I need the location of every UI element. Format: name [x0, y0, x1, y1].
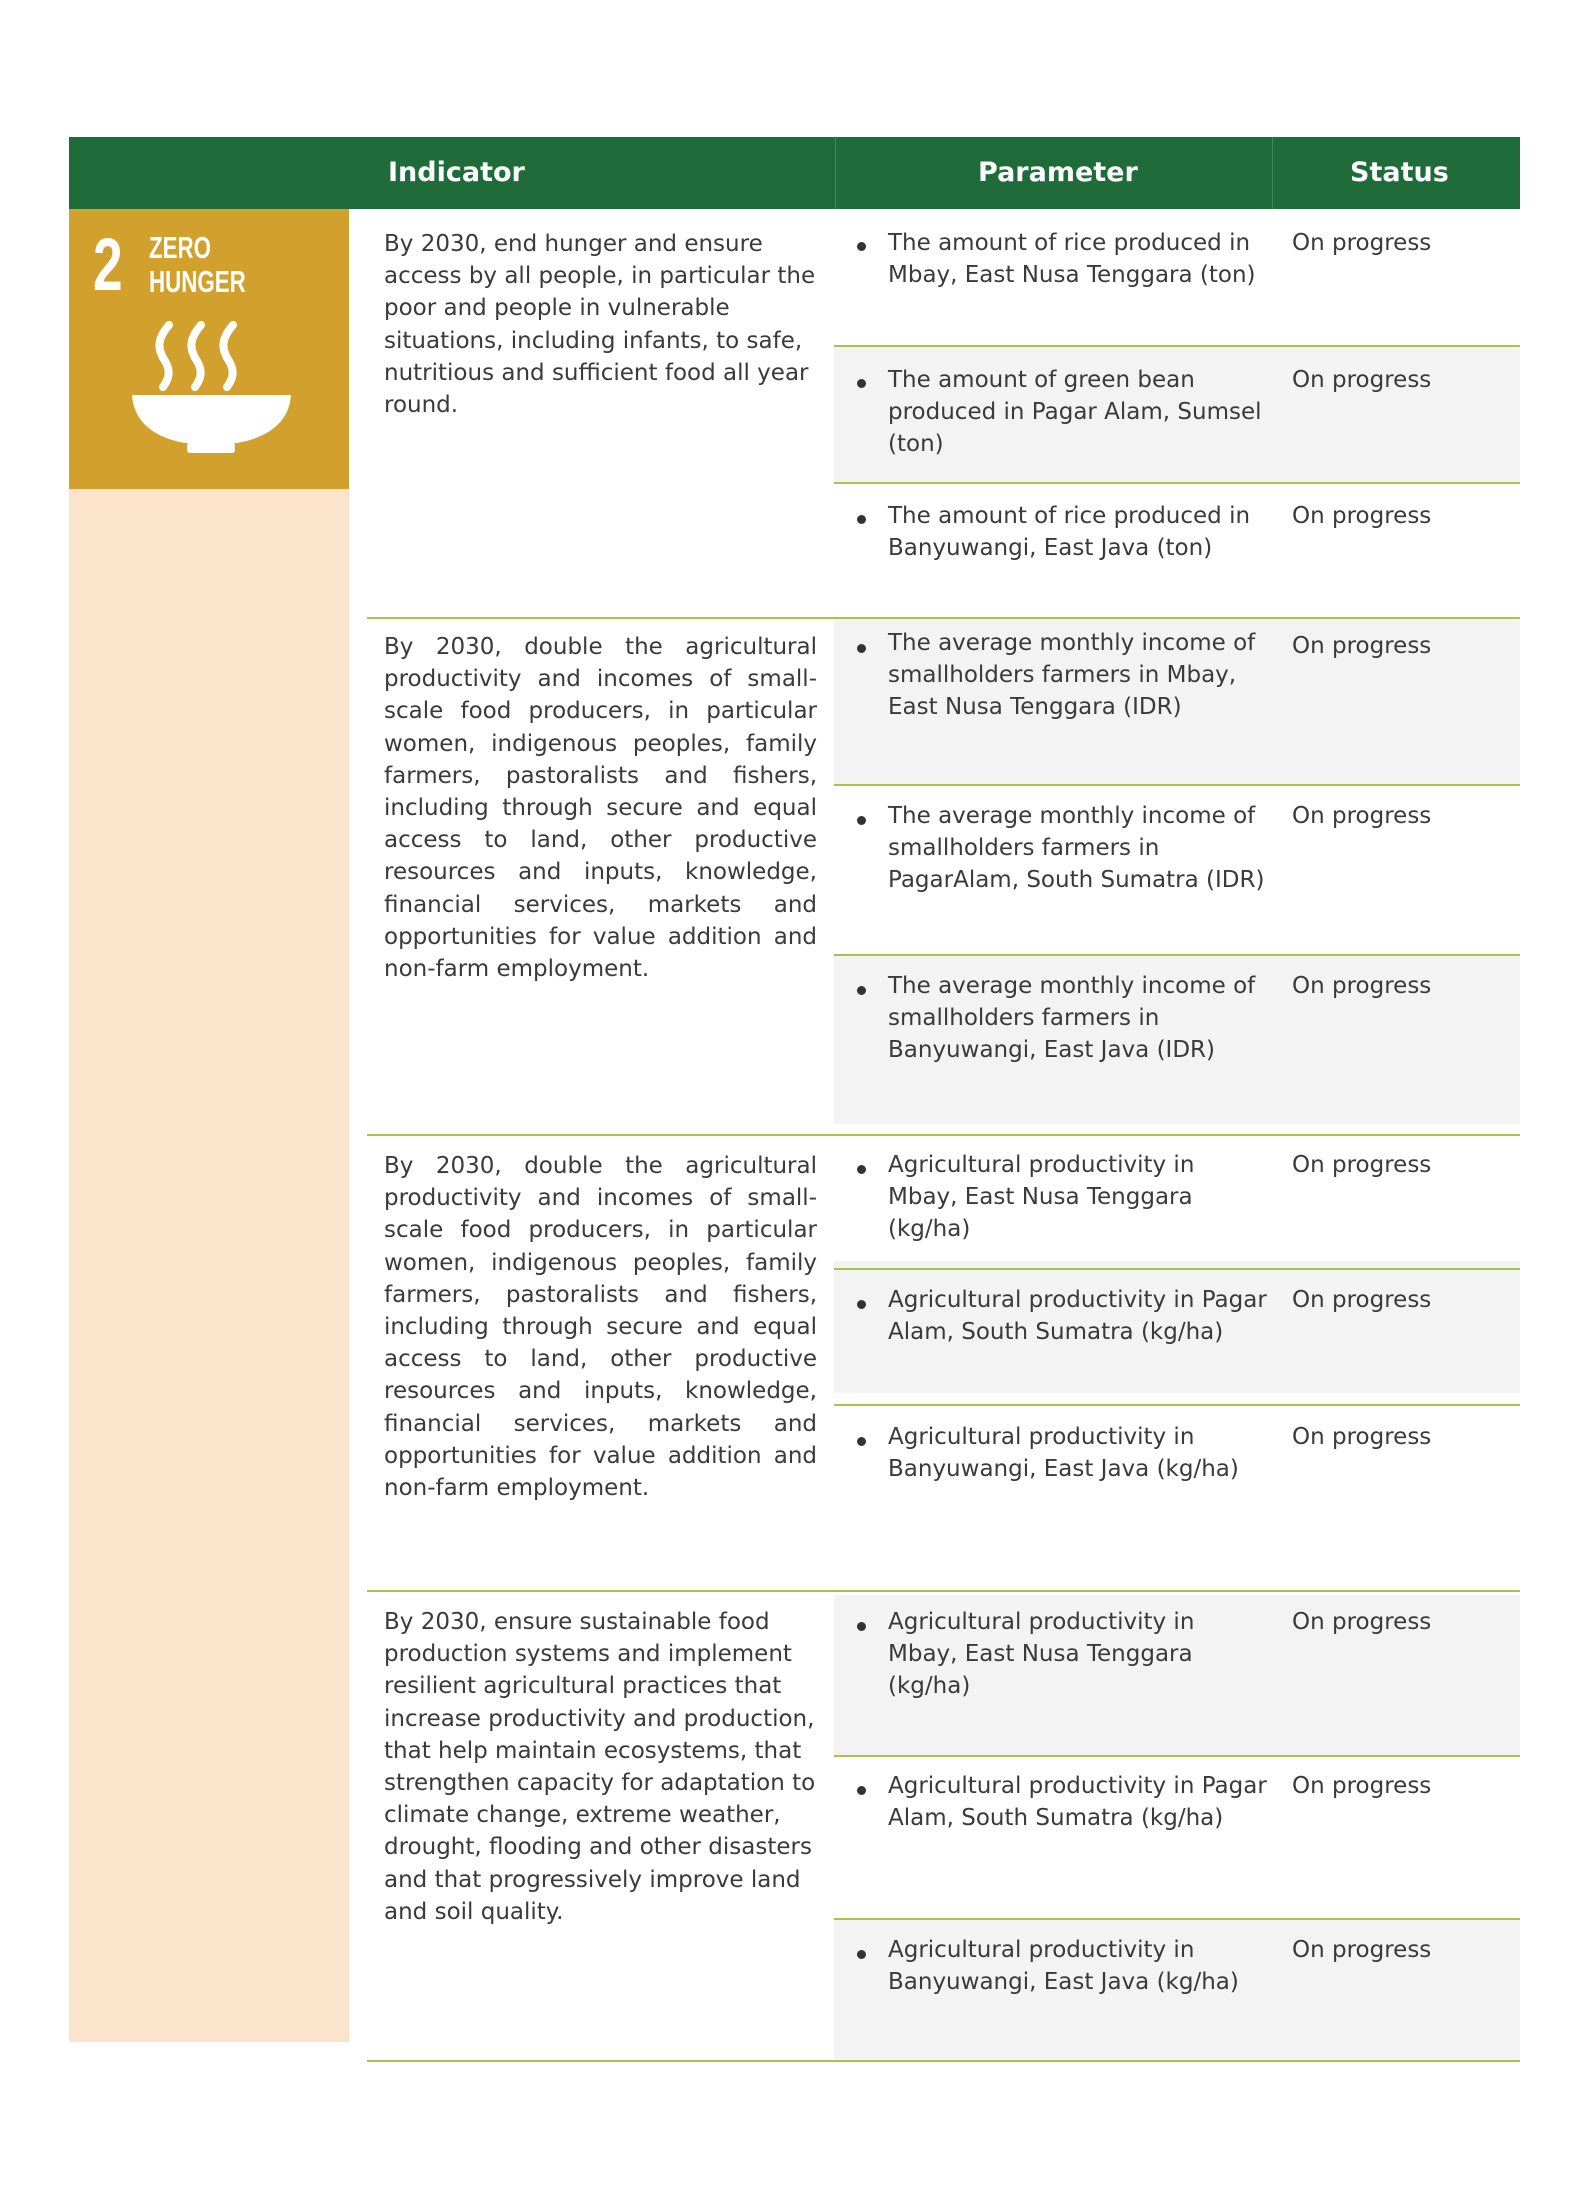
- bullet-icon: [857, 242, 866, 251]
- sdg-title-line: ZERO: [149, 230, 212, 265]
- sdg-goal-tile: [69, 209, 349, 489]
- bullet-icon: [857, 1437, 866, 1446]
- row-divider: [834, 784, 1520, 786]
- sdg-number: 2: [93, 223, 123, 306]
- table-header: [69, 137, 1520, 209]
- row-divider: [834, 1404, 1520, 1406]
- parameter-text: Agricultural productivity in Pagar Alam, South Sumatra (kg/ha): [888, 1287, 1267, 1346]
- parameter-text: The amount of rice produced in Banyuwangi, East Java (ton): [888, 503, 1251, 562]
- header-parameter: Parameter: [978, 157, 1138, 188]
- parameter-text: Agricultural productivity in Mbay, East Nusa Tenggara (kg/ha): [888, 1609, 1195, 1700]
- parameter-text: The amount of rice produced in Mbay, East Nusa Tenggara (ton): [888, 230, 1256, 289]
- status-text: On progress: [1292, 1937, 1432, 1963]
- header-status: Status: [1350, 157, 1449, 188]
- row-divider: [834, 954, 1520, 956]
- indicator-text: By 2030, end hunger and ensure access by all people, in particular the poor and people in vulnerable situations, including infants, to safe, nutritious and sufficient food all year round.: [384, 231, 816, 419]
- parameter-text: Agricultural productivity in Mbay, East Nusa Tenggara (kg/ha): [888, 1152, 1195, 1243]
- bullet-icon: [857, 1786, 866, 1795]
- row-divider: [367, 2060, 1520, 2062]
- status-text: On progress: [1292, 1609, 1432, 1635]
- parameter-text: The average monthly income of smallholders farmers in PagarAlam, South Sumatra (IDR): [888, 803, 1265, 894]
- sdg-title-line: HUNGER: [149, 264, 246, 299]
- parameter-text: The amount of green bean produced in Pagar Alam, Sumsel (ton): [888, 367, 1262, 458]
- indicator-text: By 2030, double the agricultural productivity and incomes of small-scale food producers, in particular women, indigenous peoples, family farmers, pastoralists and fishers, including through secure and equal access to land, other productive resources and inputs, knowledge, financial services, markets and opportunities for value addition and non-farm employment.: [384, 634, 817, 983]
- status-text: On progress: [1292, 973, 1432, 999]
- sdg-title: [149, 231, 246, 299]
- indicator-text: By 2030, ensure sustainable food production systems and implement resilient agricultural practices that increase productivity and production, that help maintain ecosystems, that strengthen capacity for adaptation to climate change, extreme weather, drought, flooding and other disasters and that progressively improve land and soil quality.: [384, 1609, 816, 1925]
- bullet-icon: [857, 816, 866, 825]
- status-text: On progress: [1292, 1424, 1432, 1450]
- row-divider: [367, 1134, 1520, 1136]
- header-divider: [1272, 137, 1273, 209]
- header-divider: [835, 137, 836, 209]
- status-text: On progress: [1292, 1152, 1432, 1178]
- bullet-icon: [857, 379, 866, 388]
- status-text: On progress: [1292, 803, 1432, 829]
- row-divider: [367, 617, 1520, 619]
- bullet-icon: [857, 1300, 866, 1309]
- bullet-icon: [857, 515, 866, 524]
- header-indicator: Indicator: [388, 157, 525, 188]
- bullet-icon: [857, 1165, 866, 1174]
- row-divider: [367, 1590, 1520, 1592]
- bullet-icon: [857, 644, 866, 653]
- indicator-text: By 2030, double the agricultural productivity and incomes of small-scale food producers, in particular women, indigenous peoples, family farmers, pastoralists and fishers, including through secure and equal access to land, other productive resources and inputs, knowledge, financial services, markets and opportunities for value addition and non-farm employment.: [384, 1153, 817, 1502]
- status-text: On progress: [1292, 633, 1432, 659]
- bullet-icon: [857, 1622, 866, 1631]
- status-text: On progress: [1292, 1287, 1432, 1313]
- parameter-text: The average monthly income of smallholders farmers in Mbay, East Nusa Tenggara (IDR): [888, 630, 1256, 721]
- row-divider: [834, 345, 1520, 347]
- status-text: On progress: [1292, 367, 1432, 393]
- parameter-text: Agricultural productivity in Banyuwangi, East Java (kg/ha): [888, 1937, 1239, 1996]
- bullet-icon: [857, 1950, 866, 1959]
- status-text: On progress: [1292, 1773, 1432, 1799]
- parameter-text: Agricultural productivity in Banyuwangi, East Java (kg/ha): [888, 1424, 1239, 1483]
- row-divider: [834, 1755, 1520, 1757]
- bowl-icon: [129, 317, 294, 462]
- status-text: On progress: [1292, 503, 1432, 529]
- row-divider: [834, 482, 1520, 484]
- status-text: On progress: [1292, 230, 1432, 256]
- bullet-icon: [857, 986, 866, 995]
- parameter-text: Agricultural productivity in Pagar Alam, South Sumatra (kg/ha): [888, 1773, 1267, 1832]
- row-divider: [834, 1268, 1520, 1270]
- row-divider: [834, 1918, 1520, 1920]
- parameter-text: The average monthly income of smallholders farmers in Banyuwangi, East Java (IDR): [888, 973, 1256, 1064]
